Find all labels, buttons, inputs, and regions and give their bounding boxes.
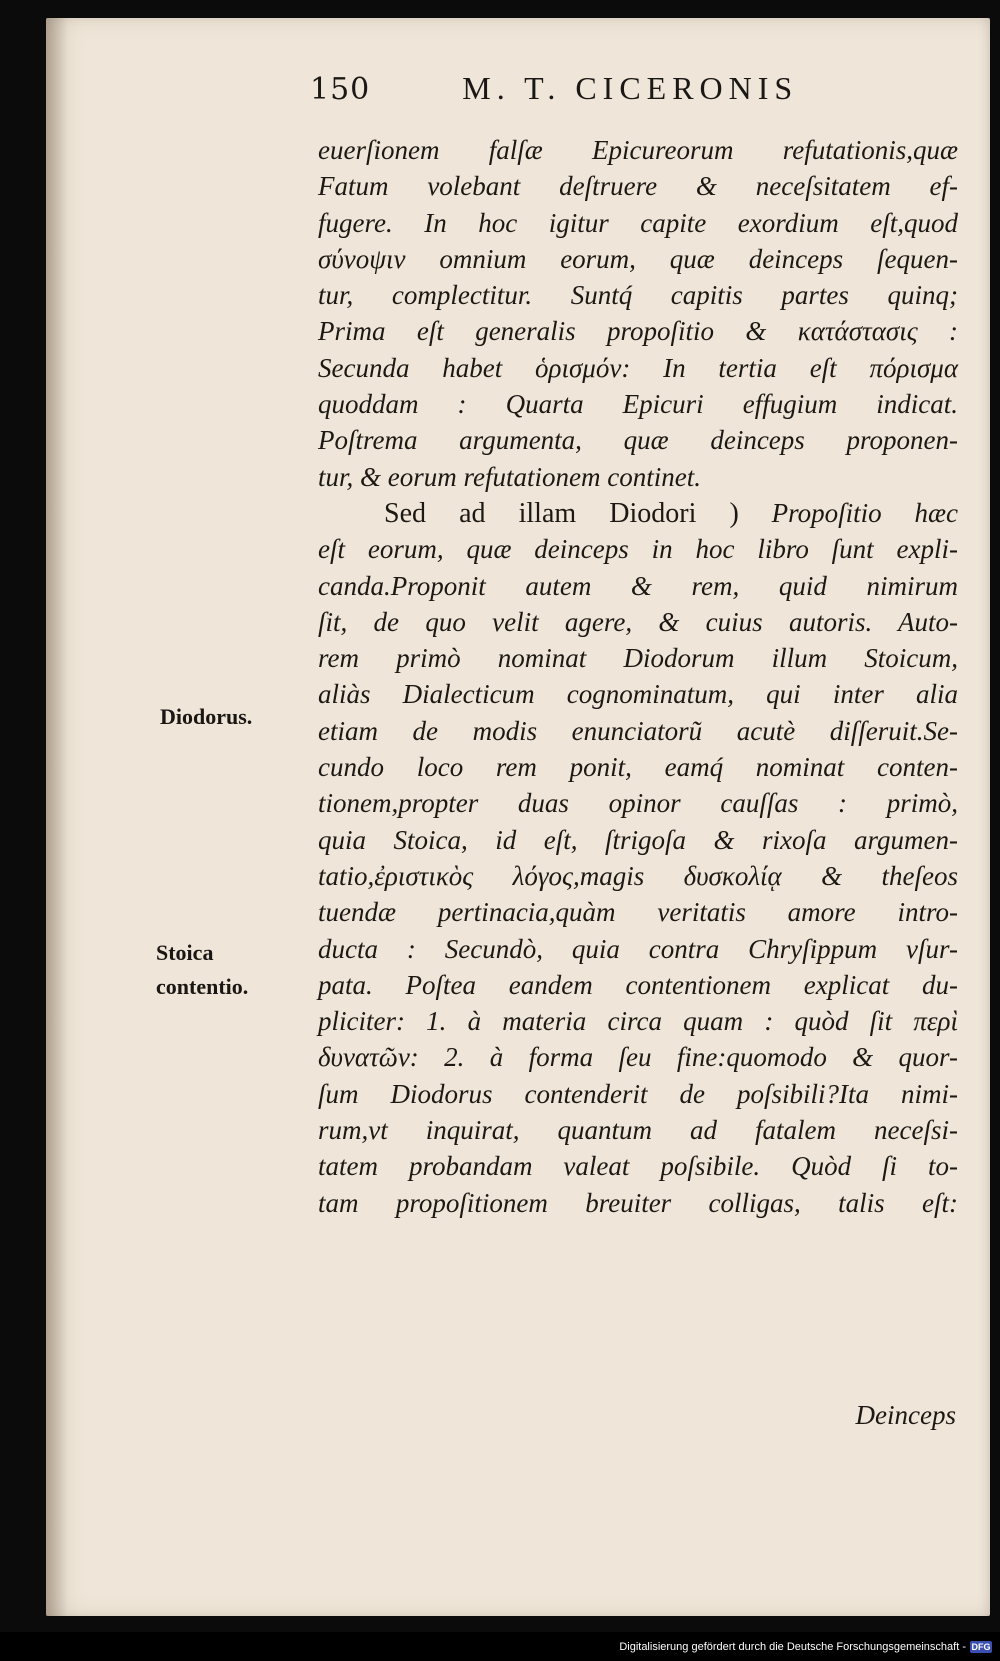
- text-line: pata. Poſtea eandem contentionem explicat du-: [318, 969, 958, 1000]
- text-line: tatem probandam valeat poſsibile. Quòd ſi to-: [318, 1151, 958, 1182]
- text-line: fugere. In hoc igitur capite exordium eſt,quod: [318, 207, 958, 238]
- text-line: tuendæ pertinacia,quàm veritatis amore intro-: [318, 897, 958, 928]
- margin-note-line: Stoica: [156, 940, 214, 965]
- margin-note-stoica: [156, 936, 248, 1004]
- lemma-continuation: Propoſitio hæc: [771, 497, 959, 528]
- credit-text: Digitalisierung gefördert durch die Deutsche Forschungsgemeinschaft -: [619, 1641, 966, 1653]
- text-line: tam propoſitionem breuiter colligas, talis eſt:: [318, 1187, 958, 1218]
- text-line: rum,vt inquirat, quantum ad fatalem neceſsi-: [318, 1115, 958, 1146]
- text-line: tur, complectitur. Suntq́ capitis partes quinq;: [318, 280, 958, 311]
- text-line: ducta : Secundò, quia contra Chryſippum vſur-: [318, 933, 958, 964]
- running-head: [310, 70, 830, 120]
- text-line: rem primò nominat Diodorum illum Stoicum,: [318, 643, 958, 674]
- text-line: tatio,ἐριστικὸς λόγος,magis δυσκολίᾳ & theſeos: [318, 860, 958, 891]
- paragraph-first-line: [318, 495, 958, 531]
- text-line: tionem,propter duas opinor cauſſas : primò,: [318, 788, 958, 819]
- text-line: δυνατῶν: 2. à forma ſeu fine:quomodo & quor-: [318, 1042, 958, 1073]
- text-line: etiam de modis enunciatorũ acutè diſſeruit.Se-: [318, 715, 958, 746]
- digitization-credit: [619, 1641, 992, 1653]
- dfg-logo: DFG: [971, 1642, 991, 1652]
- catchword: Deinceps: [855, 1400, 956, 1430]
- text-line: quia Stoica, id eſt, ſtrigoſa & rixoſa argumen-: [318, 824, 958, 855]
- text-line: eſt eorum, quæ deinceps in hoc libro ſunt expli-: [318, 534, 958, 565]
- text-line: Prima eſt generalis propoſitio & κατάστασις :: [318, 316, 958, 347]
- page-number: 150: [310, 72, 371, 107]
- text-line: Secunda habet ὁρισμόν: In tertia eſt πόρισμα: [318, 352, 958, 383]
- text-line: cundo loco rem ponit, eamq́ nominat conten-: [318, 752, 958, 783]
- text-line: Poſtrema argumenta, quæ deinceps proponen-: [318, 425, 958, 456]
- text-line: quoddam : Quarta Epicuri effugium indicat.: [318, 389, 958, 420]
- text-line: σύνοψιν omnium eorum, quæ deinceps ſequen-: [318, 243, 958, 274]
- margin-note-line: contentio.: [156, 974, 249, 999]
- text-line: ſum Diodorus contenderit de poſsibili?Ita nimi-: [318, 1078, 958, 1109]
- body-text: [318, 132, 958, 1221]
- text-line: aliàs Dialecticum cognominatum, qui inter alia: [318, 679, 958, 710]
- text-line: pliciter: 1. à materia circa quam : quòd ſit περὶ: [318, 1006, 958, 1037]
- text-line: Fatum volebant deſtruere & neceſsitatem ef-: [318, 171, 958, 202]
- text-line: tur, & eorum refutationem continet.: [318, 461, 701, 492]
- text-line: ſit, de quo velit agere, & cuius autoris. Auto-: [318, 606, 958, 637]
- lemma: Sed ad illam Diodori ): [384, 497, 739, 529]
- margin-note-diodorus: Diodorus.: [160, 704, 253, 729]
- running-title: M. T. CICERONIS: [462, 70, 799, 106]
- text-line: euerſionem falſæ Epicureorum refutationis,quæ: [318, 135, 958, 165]
- page-gutter-shadow: [46, 18, 68, 1616]
- text-line: canda.Proponit autem & rem, quid nimirum: [318, 570, 958, 601]
